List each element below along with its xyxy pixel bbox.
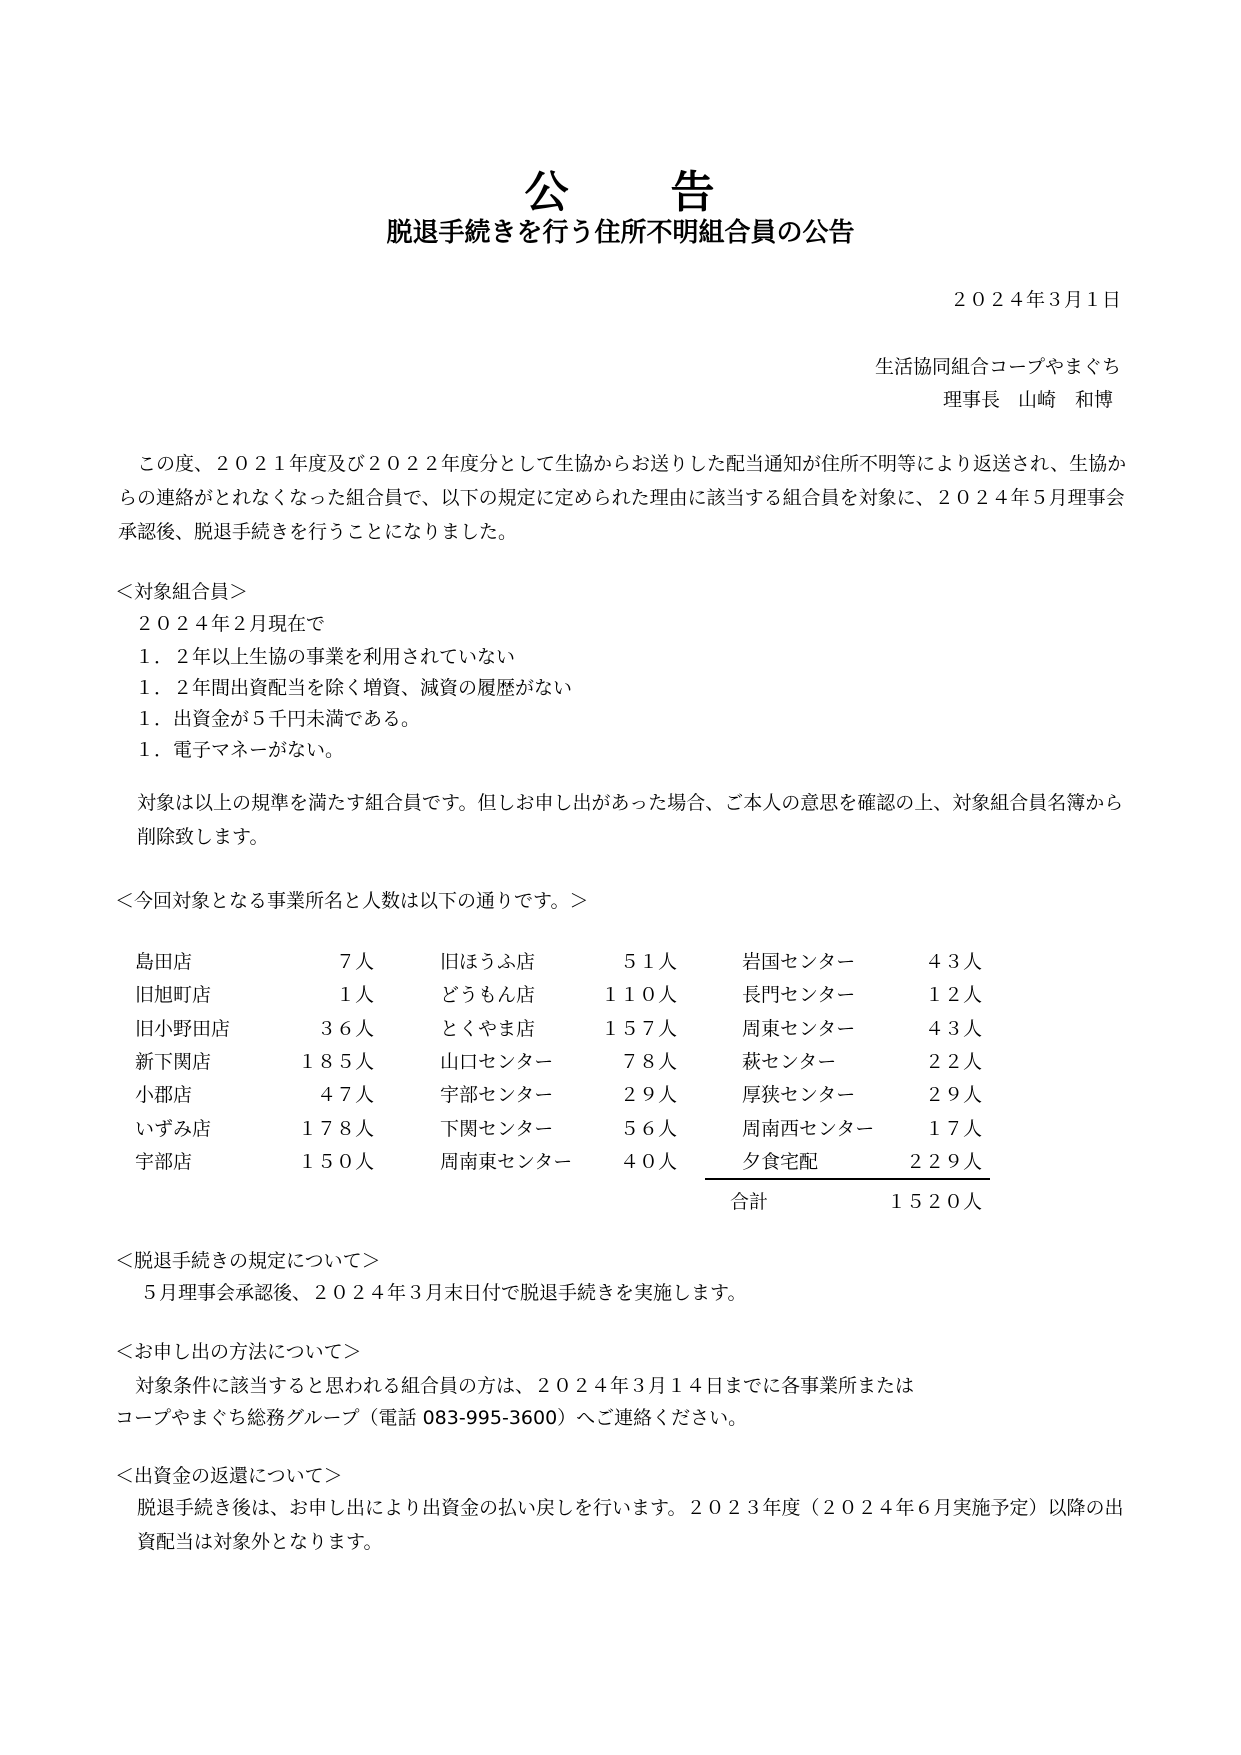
condition-item: １．出資金が５千円未満である。 [135, 708, 421, 730]
office-name: 岩国センター [742, 951, 856, 973]
office-count: １８５人 [297, 1050, 374, 1073]
refund-body: 脱退手続き後は、お申し出により出資金の払い戻しを行います。２０２３年度（２０２４年６月実施予定）以降の出資配当は対象外となります。 [137, 1497, 1124, 1553]
office-name: 旧旭町店 [135, 984, 212, 1007]
office-name: 旧小野田店 [135, 1017, 231, 1040]
office-count: ２２９人 [905, 1150, 982, 1173]
issuer-organization: 生活協同組合コープやまぐち [874, 356, 1121, 378]
total-value: １５２０人 [886, 1191, 982, 1213]
target-heading: ＜対象組合員＞ [115, 581, 249, 603]
office-name: 厚狭センター [742, 1084, 856, 1107]
office-name: 周南東センター [440, 1150, 573, 1173]
office-count: １５０人 [297, 1150, 374, 1173]
office-count: ４０人 [619, 1150, 677, 1173]
issuer-role: 理事長 [942, 389, 1000, 411]
office-name: とくやま店 [440, 1017, 536, 1040]
office-name: 宇部センター [440, 1084, 554, 1107]
total-label: 合計 [730, 1191, 769, 1213]
office-name: 宇部店 [135, 1150, 193, 1173]
office-name: 長門センター [742, 984, 856, 1007]
office-count: １１０人 [600, 984, 677, 1007]
issuer-name: 山崎 和博 [1017, 389, 1113, 411]
refund-heading: ＜出資金の返還について＞ [115, 1465, 343, 1487]
office-name: 周南西センター [742, 1117, 875, 1140]
office-name: いずみ店 [135, 1117, 212, 1140]
office-count: ４３人 [924, 1017, 982, 1040]
office-count: ４３人 [924, 951, 982, 973]
condition-item: １．電子マネーがない。 [135, 739, 345, 761]
office-name: 周東センター [742, 1017, 856, 1040]
title-char-1: 公 [524, 167, 571, 218]
office-count: ５６人 [619, 1117, 677, 1140]
office-name: 山口センター [440, 1050, 554, 1073]
issue-date: ２０２４年３月１日 [949, 289, 1121, 311]
office-count: １人 [335, 984, 374, 1007]
office-count: ３６人 [316, 1017, 374, 1040]
title-char-2: 告 [670, 167, 717, 218]
apply-line-1: 対象条件に該当すると思われる組合員の方は、２０２４年３月１４日までに各事業所または [135, 1375, 915, 1397]
intro-paragraph: この度、２０２１年度及び２０２２年度分として生協からお送りした配当通知が住所不明等により返送され、生協からの連絡がとれなくなった組合員で、以下の規定に定められた理由に該当する組合員を対象に、２０２４年５月理事会承認後、脱退手続きを行うことになりました。 [118, 453, 1127, 543]
office-name: 萩センター [742, 1050, 837, 1073]
office-count: １７人 [924, 1117, 982, 1140]
target-as-of: ２０２４年２月現在で [135, 613, 326, 635]
office-name: 島田店 [135, 951, 193, 973]
office-name: 旧ほうふ店 [440, 951, 536, 973]
apply-line-2: コープやまぐち総務グループ（電話 083-995-3600）へご連絡ください。 [115, 1407, 748, 1429]
condition-item: １．２年間出資配当を除く増資、減資の履歴がない [135, 677, 573, 699]
condition-item: １．２年以上生協の事業を利用されていない [135, 646, 516, 668]
office-count: ２９人 [619, 1084, 677, 1107]
table-heading: ＜今回対象となる事業所名と人数は以下の通りです。＞ [115, 890, 589, 912]
notice-subtitle: 脱退手続きを行う住所不明組合員の公告 [386, 218, 855, 248]
office-name: 夕食宅配 [742, 1150, 819, 1173]
target-note: 対象は以上の規準を満たす組合員です。但しお申し出があった場合、ご本人の意思を確認の上、対象組合員名簿から削除致します。 [137, 792, 1124, 848]
notice-title [0, 156, 1241, 220]
office-count: ７人 [335, 951, 374, 973]
total-divider [705, 1178, 990, 1180]
office-count: ４７人 [316, 1084, 374, 1107]
office-count: １５７人 [600, 1017, 677, 1040]
office-count: ５１人 [619, 951, 677, 973]
office-count: １７８人 [297, 1117, 374, 1140]
office-count: １２人 [924, 984, 982, 1007]
rule-heading: ＜脱退手続きの規定について＞ [115, 1250, 381, 1272]
office-name: 新下関店 [135, 1050, 212, 1073]
office-count: ２９人 [924, 1084, 982, 1107]
office-count: ７８人 [619, 1050, 677, 1073]
rule-body: ５月理事会承認後、２０２４年３月末日付で脱退手続きを実施します。 [140, 1282, 747, 1304]
issuer-chair [925, 385, 1113, 412]
office-name: どうもん店 [440, 984, 536, 1007]
office-count: ２２人 [924, 1050, 982, 1073]
office-name: 小郡店 [135, 1084, 193, 1107]
apply-heading: ＜お申し出の方法について＞ [115, 1341, 362, 1363]
office-name: 下関センター [440, 1117, 554, 1140]
